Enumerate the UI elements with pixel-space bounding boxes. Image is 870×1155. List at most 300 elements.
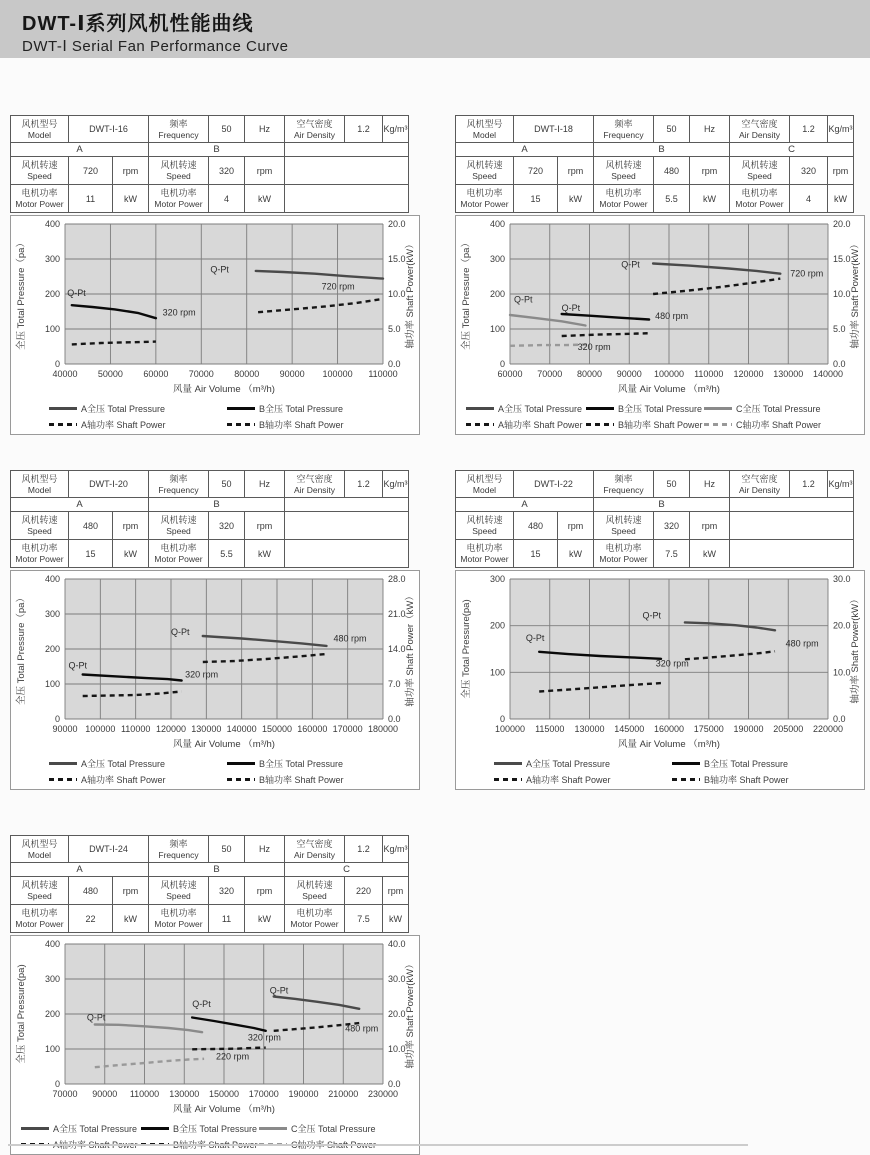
x-axis-label: 风量 Air Volume （m³/h)	[618, 739, 720, 750]
chart-box	[10, 570, 420, 790]
curve-annotation: Q-Pt	[642, 610, 662, 621]
x-tick-label: 160000	[297, 724, 328, 734]
y-left-tick-label: 0	[54, 714, 60, 724]
table-row	[456, 471, 854, 498]
dashed-line-marker	[49, 423, 77, 426]
legend-label: B全压 Total Pressure	[704, 759, 789, 769]
x-tick-label: 90000	[279, 369, 305, 379]
table-row	[11, 185, 409, 213]
model-value: DWT-Ⅰ-16	[69, 116, 149, 143]
y-right-tick-label: 20.0	[388, 1009, 406, 1019]
spec-label-cell	[594, 116, 654, 143]
chart-box	[455, 215, 865, 435]
x-tick-label: 40000	[52, 369, 78, 379]
power-value: 22	[69, 905, 113, 933]
model-value: DWT-Ⅰ-20	[69, 471, 149, 498]
label-en: Frequency	[603, 129, 644, 140]
y-left-tick-label: 0	[54, 359, 60, 369]
y-right-tick-label: 7.0	[388, 679, 401, 689]
solid-line-marker	[227, 762, 255, 765]
label-en: Motor Power	[15, 919, 64, 929]
y-right-tick-label: 20.0	[388, 219, 406, 229]
dashed-line-marker	[227, 423, 255, 426]
y-left-axis-label: 全压 Total Pressure（pa）	[16, 593, 27, 705]
power-unit: kW	[690, 185, 730, 213]
model-value: DWT-Ⅰ-24	[69, 836, 149, 863]
x-tick-label: 130000	[169, 1089, 200, 1099]
legend-item-A-shaft-power	[49, 773, 227, 786]
curve-annotation: 480 rpm	[785, 638, 819, 649]
page-subtitle: DWT-Ⅰ Serial Fan Performance Curve	[22, 38, 289, 55]
curve-annotation: Q-Pt	[192, 999, 211, 1009]
y-left-tick-label: 100	[489, 324, 505, 334]
legend-label: C全压 Total Pressure	[736, 404, 821, 414]
spec-label-cell	[456, 512, 514, 540]
spec-label-cell	[149, 905, 209, 933]
table-row	[11, 157, 409, 185]
y-right-tick-label: 20.0	[833, 219, 851, 229]
legend-label: B轴功率 Shaft Power	[704, 775, 789, 785]
label-cn: 风机转速	[605, 515, 642, 525]
x-tick-label: 130000	[191, 724, 222, 734]
frequency-unit: Hz	[245, 471, 285, 498]
y-left-tick-label: 400	[44, 939, 60, 949]
label-en: Frequency	[603, 484, 644, 495]
density-unit: Kg/m³	[828, 471, 854, 498]
y-right-tick-label: 28.0	[388, 574, 406, 584]
label-cn: 风机转速	[160, 880, 197, 890]
spec-label-cell	[11, 471, 69, 498]
density-unit: Kg/m³	[383, 471, 409, 498]
spec-label-cell	[149, 512, 209, 540]
label-en: Speed	[747, 171, 772, 181]
solid-line-marker	[141, 1127, 169, 1130]
density-unit: Kg/m³	[383, 836, 409, 863]
y-left-tick-label: 100	[489, 667, 505, 678]
curve-annotation: 320 rpm	[577, 342, 611, 352]
x-tick-label: 60000	[143, 369, 169, 379]
group-letter: B	[149, 143, 285, 157]
y-right-tick-label: 10.0	[833, 289, 851, 299]
x-tick-label: 70000	[52, 1089, 78, 1099]
chart-legend	[11, 1122, 419, 1151]
curve-annotation: Q-Pt	[561, 302, 581, 313]
empty-cell	[730, 512, 854, 540]
label-cn: 风机转速	[466, 160, 503, 170]
legend-item-C-pressure	[259, 1122, 381, 1135]
label-en: Frequency	[158, 129, 199, 140]
x-tick-label: 130000	[574, 724, 605, 734]
label-cn: 电机功率	[296, 908, 333, 918]
spec-table	[10, 115, 409, 213]
dashed-line-marker	[494, 778, 522, 781]
group-letter: A	[11, 863, 149, 877]
speed-unit: rpm	[383, 877, 409, 905]
y-right-axis-label: 轴功率 Shaft Power(kW）	[405, 959, 416, 1069]
density-value: 1.2	[345, 836, 383, 863]
power-unit: kW	[558, 185, 594, 213]
density-value: 1.2	[345, 116, 383, 143]
power-value: 15	[69, 540, 113, 568]
speed-value: 480	[654, 157, 690, 185]
solid-line-marker	[49, 762, 77, 765]
speed-unit: rpm	[245, 877, 285, 905]
speed-unit: rpm	[113, 157, 149, 185]
solid-line-marker	[586, 407, 614, 410]
group-letter	[285, 143, 409, 157]
speed-unit: rpm	[113, 877, 149, 905]
y-left-tick-label: 200	[44, 1009, 60, 1019]
speed-value: 480	[69, 512, 113, 540]
speed-value: 320	[790, 157, 828, 185]
power-value: 4	[209, 185, 245, 213]
y-right-tick-label: 15.0	[833, 254, 851, 264]
empty-cell	[285, 512, 409, 540]
x-tick-label: 145000	[614, 724, 645, 734]
y-left-tick-label: 200	[489, 620, 505, 631]
group-letter: A	[456, 498, 594, 512]
spec-label-cell	[149, 116, 209, 143]
density-unit: Kg/m³	[383, 116, 409, 143]
y-left-axis-label: 全压 Total Pressure（pa）	[16, 238, 27, 350]
chart-box	[10, 935, 420, 1155]
power-value: 11	[69, 185, 113, 213]
x-tick-label: 110000	[368, 369, 398, 379]
label-cn: 频率	[614, 473, 633, 484]
legend-item-B-pressure	[227, 402, 405, 415]
frequency-unit: Hz	[690, 116, 730, 143]
x-tick-label: 180000	[367, 724, 399, 734]
table-row	[11, 863, 409, 877]
group-letter: A	[11, 143, 149, 157]
y-right-tick-label: 21.0	[388, 609, 406, 619]
spec-label-cell	[11, 877, 69, 905]
dashed-line-marker	[704, 423, 732, 426]
label-cn: 风机转速	[605, 160, 642, 170]
speed-unit: rpm	[245, 157, 285, 185]
label-en: Motor Power	[599, 199, 648, 209]
label-en: Speed	[166, 891, 191, 901]
legend-label: A全压 Total Pressure	[498, 404, 583, 414]
label-cn: 风机转速	[160, 160, 197, 170]
curve-annotation: 720 rpm	[790, 268, 824, 279]
y-right-tick-label: 20.0	[833, 620, 851, 631]
chart-legend	[456, 757, 864, 786]
dashed-line-marker	[466, 423, 494, 426]
x-tick-label: 205000	[773, 724, 804, 734]
spec-table	[10, 470, 409, 568]
page-header	[0, 0, 870, 58]
curve-annotation: 720 rpm	[321, 281, 355, 292]
label-en: Speed	[27, 891, 52, 901]
table-row	[11, 471, 409, 498]
solid-line-marker	[672, 762, 700, 765]
label-en: Air Density	[738, 484, 781, 495]
legend-item-B-shaft-power	[227, 773, 405, 786]
spec-table	[455, 115, 854, 213]
x-tick-label: 130000	[773, 369, 804, 379]
x-tick-label: 90000	[52, 724, 78, 734]
label-cn: 电机功率	[21, 543, 58, 553]
y-right-tick-label: 10.0	[388, 289, 406, 299]
curve-annotation: 480 rpm	[655, 311, 689, 322]
label-cn: 电机功率	[160, 188, 197, 198]
chart-legend	[456, 402, 864, 431]
y-right-axis-label: 轴功率 Shaft Power(kW）	[850, 594, 861, 704]
y-right-tick-label: 15.0	[388, 254, 406, 264]
speed-value: 480	[69, 877, 113, 905]
x-tick-label: 110000	[694, 369, 724, 379]
y-left-tick-label: 200	[44, 644, 60, 654]
y-left-tick-label: 100	[44, 324, 60, 334]
label-en: Speed	[611, 171, 636, 181]
density-value: 1.2	[790, 471, 828, 498]
spec-label-cell	[730, 471, 790, 498]
performance-chart	[11, 571, 419, 755]
y-left-tick-label: 300	[489, 574, 505, 584]
power-value: 7.5	[654, 540, 690, 568]
legend-label: A全压 Total Pressure	[81, 759, 166, 769]
label-en: Motor Power	[599, 554, 648, 564]
group-letter: A	[456, 143, 594, 157]
label-cn: 电机功率	[21, 188, 58, 198]
y-right-tick-label: 40.0	[388, 939, 406, 949]
power-value: 11	[209, 905, 245, 933]
y-left-tick-label: 0	[499, 359, 505, 369]
legend-item-A-shaft-power	[49, 418, 227, 431]
spec-label-cell	[594, 512, 654, 540]
curve-annotation: Q-Pt	[269, 985, 289, 996]
power-value: 5.5	[209, 540, 245, 568]
label-cn: 风机转速	[741, 160, 778, 170]
label-cn: 风机型号	[466, 473, 503, 484]
label-en: Motor Power	[735, 199, 784, 209]
solid-line-marker	[704, 407, 732, 410]
frequency-unit: Hz	[245, 116, 285, 143]
label-cn: 风机转速	[21, 880, 58, 890]
x-tick-label: 150000	[208, 1089, 240, 1099]
spec-label-cell	[11, 185, 69, 213]
frequency-value: 50	[209, 836, 245, 863]
performance-chart	[456, 216, 864, 400]
x-tick-label: 115000	[535, 724, 565, 734]
label-cn: 风机型号	[21, 118, 58, 129]
curve-annotation: 320 rpm	[655, 658, 689, 669]
group-letter: B	[149, 863, 285, 877]
table-row	[456, 116, 854, 143]
y-left-tick-label: 300	[44, 254, 60, 264]
y-right-tick-label: 0.0	[833, 359, 846, 369]
legend-item-B-pressure	[141, 1122, 259, 1135]
x-tick-label: 110000	[120, 724, 151, 734]
x-tick-label: 140000	[812, 369, 844, 379]
legend-label: A轴功率 Shaft Power	[498, 420, 583, 430]
fan-panel-2	[455, 115, 865, 435]
y-left-tick-label: 300	[44, 609, 60, 619]
model-value: DWT-Ⅰ-22	[514, 471, 594, 498]
legend-item-A-pressure	[49, 402, 227, 415]
legend-label: A轴功率 Shaft Power	[526, 775, 611, 785]
label-en: Model	[27, 849, 52, 860]
spec-label-cell	[11, 157, 69, 185]
legend-item-C-shaft-power	[704, 418, 826, 431]
speed-unit: rpm	[245, 512, 285, 540]
x-tick-label: 120000	[155, 724, 187, 734]
solid-line-marker	[259, 1127, 287, 1130]
power-unit: kW	[245, 185, 285, 213]
power-unit: kW	[828, 185, 854, 213]
label-en: Motor Power	[15, 554, 64, 564]
speed-value: 720	[514, 157, 558, 185]
empty-cell	[730, 540, 854, 568]
fan-panel-5	[10, 835, 420, 1155]
density-unit: Kg/m³	[828, 116, 854, 143]
solid-line-marker	[49, 407, 77, 410]
spec-label-cell	[149, 185, 209, 213]
x-tick-label: 220000	[812, 724, 844, 734]
label-en: Motor Power	[154, 199, 203, 209]
label-cn: 电机功率	[466, 188, 503, 198]
label-cn: 频率	[169, 118, 188, 129]
label-en: Speed	[27, 171, 52, 181]
label-cn: 空气密度	[741, 118, 778, 129]
spec-label-cell	[456, 540, 514, 568]
label-cn: 空气密度	[296, 118, 333, 129]
y-left-axis-label: 全压 Total Pressure(pa)	[16, 964, 27, 1064]
x-tick-label: 50000	[97, 369, 123, 379]
x-tick-label: 190000	[288, 1089, 319, 1099]
legend-item-B-pressure	[227, 757, 405, 770]
empty-cell	[285, 157, 409, 185]
y-right-tick-label: 0.0	[388, 714, 401, 724]
legend-label: A全压 Total Pressure	[526, 759, 611, 769]
legend-item-B-shaft-power	[227, 418, 405, 431]
label-cn: 频率	[614, 118, 633, 129]
empty-cell	[285, 540, 409, 568]
spec-label-cell	[456, 157, 514, 185]
table-row	[456, 157, 854, 185]
speed-value: 220	[345, 877, 383, 905]
x-tick-label: 70000	[537, 369, 563, 379]
speed-value: 320	[209, 512, 245, 540]
frequency-value: 50	[209, 471, 245, 498]
power-value: 15	[514, 185, 558, 213]
x-tick-label: 210000	[328, 1089, 359, 1099]
speed-unit: rpm	[828, 157, 854, 185]
power-unit: kW	[383, 905, 409, 933]
legend-item-B-pressure	[672, 757, 850, 770]
solid-line-marker	[494, 762, 522, 765]
label-en: Speed	[472, 526, 497, 536]
legend-item-A-pressure	[466, 402, 586, 415]
curve-annotation: Q-Pt	[171, 627, 190, 637]
curve-annotation: Q-Pt	[621, 259, 640, 270]
y-left-tick-label: 300	[44, 974, 60, 984]
curve-annotation: Q-Pt	[525, 633, 545, 644]
x-tick-label: 160000	[653, 724, 685, 734]
density-value: 1.2	[790, 116, 828, 143]
legend-item-A-shaft-power	[466, 418, 586, 431]
legend-item-A-pressure	[21, 1122, 141, 1135]
table-row	[456, 185, 854, 213]
label-en: Air Density	[738, 129, 781, 140]
speed-unit: rpm	[558, 157, 594, 185]
speed-value: 480	[514, 512, 558, 540]
spec-label-cell	[285, 905, 345, 933]
power-unit: kW	[113, 905, 149, 933]
fan-panel-1	[10, 115, 420, 435]
table-row	[456, 143, 854, 157]
x-tick-label: 170000	[332, 724, 363, 734]
group-letter: C	[730, 143, 854, 157]
x-tick-label: 120000	[733, 369, 764, 379]
label-cn: 频率	[169, 838, 188, 849]
table-row	[456, 498, 854, 512]
power-value: 5.5	[654, 185, 690, 213]
spec-label-cell	[730, 116, 790, 143]
table-row	[11, 540, 409, 568]
label-en: Model	[472, 129, 497, 140]
dashed-line-marker	[672, 778, 700, 781]
legend-label: B轴功率 Shaft Power	[259, 775, 344, 785]
y-right-tick-label: 30.0	[388, 974, 406, 984]
spec-label-cell	[285, 877, 345, 905]
x-tick-label: 190000	[733, 724, 764, 734]
y-left-axis-label: 全压 Total Pressure（pa）	[461, 238, 472, 350]
frequency-unit: Hz	[690, 471, 730, 498]
label-cn: 风机转速	[21, 515, 58, 525]
x-axis-label: 风量 Air Volume （m³/h)	[173, 739, 275, 750]
y-left-tick-label: 0	[54, 1079, 60, 1089]
fan-panel-4	[455, 470, 865, 790]
x-tick-label: 70000	[188, 369, 214, 379]
y-right-tick-label: 5.0	[833, 324, 846, 334]
performance-chart	[11, 216, 419, 400]
curve-annotation: Q-Pt	[86, 1012, 106, 1023]
power-unit: kW	[690, 540, 730, 568]
label-en: Model	[472, 484, 497, 495]
speed-value: 320	[209, 157, 245, 185]
table-row	[11, 836, 409, 863]
group-letter: B	[149, 498, 285, 512]
y-left-tick-label: 300	[489, 254, 505, 264]
legend-item-A-shaft-power	[494, 773, 672, 786]
legend-item-B-pressure	[586, 402, 704, 415]
curve-annotation: 320 rpm	[162, 307, 196, 318]
density-value: 1.2	[345, 471, 383, 498]
group-letter: B	[594, 498, 730, 512]
curve-annotation: 320 rpm	[185, 669, 219, 680]
y-left-tick-label: 0	[499, 714, 505, 724]
curve-annotation: Q-Pt	[513, 294, 533, 305]
table-row	[11, 143, 409, 157]
solid-line-marker	[466, 407, 494, 410]
label-en: Motor Power	[290, 919, 339, 929]
spec-label-cell	[11, 836, 69, 863]
speed-value: 320	[654, 512, 690, 540]
label-cn: 风机转速	[466, 515, 503, 525]
power-value: 4	[790, 185, 828, 213]
spec-label-cell	[730, 157, 790, 185]
x-tick-label: 80000	[234, 369, 260, 379]
label-en: Speed	[27, 526, 52, 536]
power-unit: kW	[558, 540, 594, 568]
spec-label-cell	[11, 116, 69, 143]
y-right-tick-label: 5.0	[388, 324, 401, 334]
label-en: Model	[27, 129, 52, 140]
curve-annotation: 220 rpm	[216, 1051, 250, 1062]
solid-line-marker	[21, 1127, 49, 1130]
